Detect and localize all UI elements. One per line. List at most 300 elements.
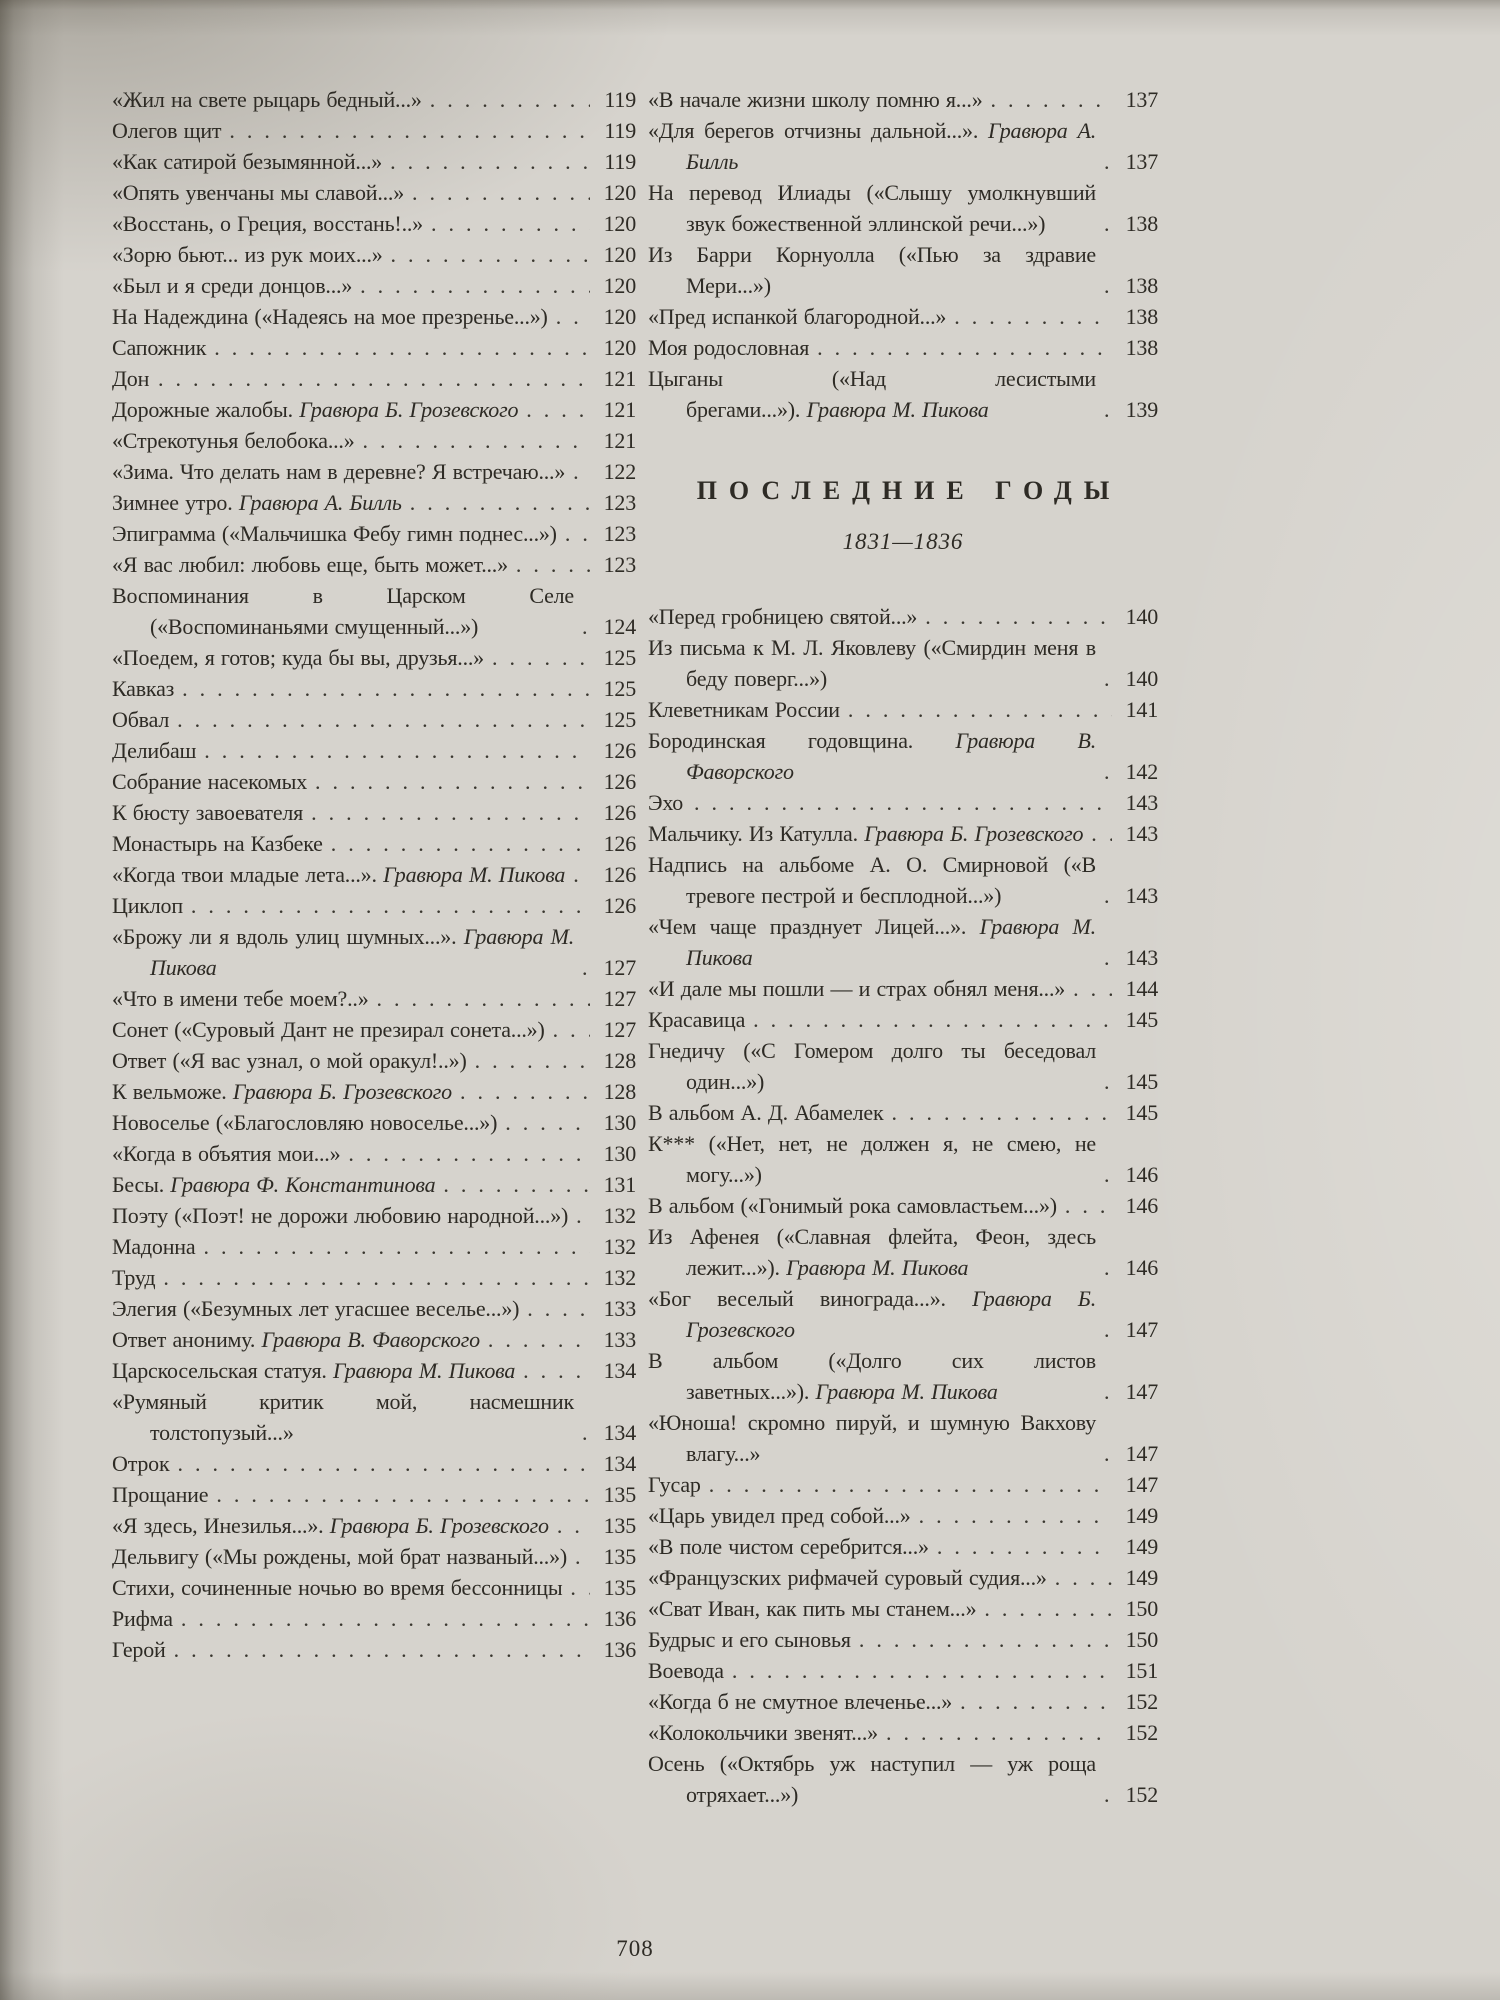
toc-entry [648, 1593, 1158, 1624]
toc-entry-title-text: Ответ анониму. [112, 1327, 256, 1352]
toc-entry [648, 1624, 1158, 1655]
dot-leader [582, 1417, 590, 1448]
toc-entry-title [648, 1531, 929, 1562]
engraving-credit: Гравюра М. Пикова [150, 924, 574, 980]
toc-entry [112, 363, 636, 394]
toc-entry-title [112, 363, 150, 394]
toc-entry-title-text: «В поле чистом серебрится...» [648, 1534, 929, 1559]
toc-entry-title [648, 1283, 1096, 1345]
toc-entry-title [648, 239, 1096, 301]
toc-entry-title-text: Эпиграмма («Мальчишка Фебу гимн поднес...») [112, 521, 557, 546]
engraving-credit: Гравюра М. Пикова [326, 1358, 516, 1383]
toc-entry [648, 1500, 1158, 1531]
dot-leader [573, 859, 590, 890]
toc-entries-left [112, 84, 636, 1665]
toc-entry-title [648, 632, 1096, 694]
toc-entry-title [112, 797, 303, 828]
dot-leader [886, 1717, 1112, 1748]
toc-entry-page-number: 149 [1125, 1534, 1158, 1559]
toc-entry-title-text: Воспоминания в Царском Селе («Воспоминаньями смущенный...») [112, 583, 574, 639]
dot-leader [174, 1634, 590, 1665]
toc-entry-title-text: Герой [112, 1637, 166, 1662]
toc-entry [112, 1386, 636, 1448]
toc-entry-page-number: 143 [1125, 790, 1158, 815]
toc-entry-page-number: 127 [603, 955, 636, 980]
dot-leader [557, 1510, 590, 1541]
toc-entry-title [112, 518, 557, 549]
toc-entry-title [648, 1748, 1096, 1810]
toc-entry [112, 1510, 636, 1541]
toc-entry-title [112, 208, 423, 239]
toc-entry-title-text: «Брожу ли я вдоль улиц шумных...». [112, 924, 457, 949]
toc-entry [112, 270, 636, 301]
toc-entry-page-number: 150 [1125, 1627, 1158, 1652]
dot-leader [1104, 1438, 1112, 1469]
dot-leader [412, 177, 590, 208]
toc-entry-title [112, 1386, 574, 1448]
toc-entry-title [112, 1293, 519, 1324]
toc-entry-title-text: Дон [112, 366, 150, 391]
toc-entry-title-text: Надпись на альбоме А. О. Смирновой («В тревоге пестрой и бесплодной...») [648, 852, 1096, 908]
toc-entry-page-number: 120 [603, 304, 636, 329]
toc-entry-title-text: Труд [112, 1265, 156, 1290]
toc-entry-title-text: «Восстань, о Греция, восстань!..» [112, 211, 423, 236]
dot-leader [1104, 1314, 1112, 1345]
toc-entry-title-text: «Поедем, я готов; куда бы вы, друзья...» [112, 645, 484, 670]
toc-entry-page-number: 125 [603, 676, 636, 701]
toc-entry-title [112, 704, 169, 735]
dot-leader [363, 425, 590, 456]
dot-leader [177, 1448, 590, 1479]
toc-entry-page-number: 146 [1125, 1255, 1158, 1280]
toc-entry [112, 1231, 636, 1262]
toc-entry-title-text: К*** («Нет, нет, не должен я, не смею, не могу...») [648, 1131, 1096, 1187]
toc-entry [112, 332, 636, 363]
toc-entry-title-text: Эхо [648, 790, 684, 815]
dot-leader [315, 766, 590, 797]
toc-entry [112, 890, 636, 921]
dot-leader [203, 1231, 590, 1262]
dot-leader [1104, 1376, 1112, 1407]
toc-entry-page-number: 141 [1125, 697, 1158, 722]
toc-entry-title-text: Из письма к М. Л. Яковлеву («Смирдин меня в беду поверг...») [648, 635, 1096, 691]
toc-entry-title [112, 1231, 195, 1262]
toc-entry-title [112, 1262, 155, 1293]
toc-entry-page-number: 125 [603, 645, 636, 670]
toc-entry-page-number: 119 [604, 87, 636, 112]
toc-entry-page-number: 152 [1125, 1782, 1158, 1807]
toc-entry-page-number: 143 [1125, 883, 1158, 908]
toc-entry-title [648, 787, 686, 818]
toc-entry-title [112, 1045, 467, 1076]
dot-leader [925, 601, 1112, 632]
toc-entry [648, 911, 1158, 973]
toc-entry-title-text: На Надеждина («Надеясь на мое презренье...») [112, 304, 548, 329]
toc-entry-title [648, 363, 1096, 425]
toc-entry [648, 115, 1158, 177]
toc-entry [112, 394, 636, 425]
toc-entry-title [648, 1500, 911, 1531]
toc-entry [648, 694, 1158, 725]
toc-entry-page-number: 126 [603, 862, 636, 887]
toc-entry-title-text: «Сват Иван, как пить мы станем...» [648, 1596, 977, 1621]
toc-entry-title [648, 332, 809, 363]
toc-entry-page-number: 150 [1125, 1596, 1158, 1621]
engraving-credit: Гравюра Б. Грозевского [857, 821, 1084, 846]
toc-entry-title-text: Олегов щит [112, 118, 222, 143]
toc-entry [648, 1128, 1158, 1190]
toc-entry [648, 787, 1158, 818]
toc-entry-title-text: В альбом («Долго сих листов заветных...»). [648, 1348, 1096, 1404]
toc-entry-title [112, 766, 307, 797]
toc-entry [112, 1634, 636, 1665]
dot-leader [848, 694, 1112, 725]
toc-entry-title-text: «Бог веселый винограда...». [648, 1286, 946, 1311]
toc-entry [648, 1748, 1158, 1810]
toc-entry-title-text: «Зима. Что делать нам в деревне? Я встречаю...» [112, 459, 566, 484]
dot-leader [516, 549, 590, 580]
toc-entry [112, 921, 636, 983]
toc-entry [112, 84, 636, 115]
toc-entry-title-text: Моя родословная [648, 335, 810, 360]
toc-entry-page-number: 147 [1125, 1379, 1158, 1404]
toc-entry-title-text: Из Барри Корнуолла («Пью за здравие Мери...») [648, 242, 1096, 298]
engraving-credit: Гравюра Б. Грозевского [323, 1513, 549, 1538]
dot-leader [527, 1293, 590, 1324]
toc-entry-title [112, 1076, 452, 1107]
toc-entry [112, 487, 636, 518]
toc-entry-page-number: 120 [603, 273, 636, 298]
toc-entry-title-text: «Зорю бьют... из рук моих...» [112, 242, 383, 267]
toc-entry-title [648, 1593, 976, 1624]
toc-entry-title-text: «В начале жизни школу помню я...» [648, 87, 983, 112]
toc-entry-title [112, 983, 369, 1014]
dot-leader [204, 735, 590, 766]
dot-leader [443, 1169, 590, 1200]
toc-entry-title-text: Из Афенея («Славная флейта, Феон, здесь лежит...»). [648, 1224, 1096, 1280]
toc-entry [112, 642, 636, 673]
toc-entry-title [648, 1562, 1047, 1593]
engraving-credit: Гравюра Б. Грозевского [226, 1079, 452, 1104]
dot-leader [523, 1355, 590, 1386]
toc-entry [648, 84, 1158, 115]
toc-entry-title-text: «Юноша! скромно пируй, и шумную Вакхову влагу...» [648, 1410, 1096, 1466]
toc-entry-title [648, 1655, 724, 1686]
dot-leader [553, 1014, 590, 1045]
toc-entry [648, 1531, 1158, 1562]
toc-entry-title-text: Красавица [648, 1007, 746, 1032]
dot-leader [709, 1469, 1112, 1500]
toc-entry [112, 518, 636, 549]
toc-entry-page-number: 126 [603, 738, 636, 763]
toc-entry-page-number: 126 [603, 893, 636, 918]
toc-entry-title-text: «Когда в объятия мои...» [112, 1141, 341, 1166]
toc-entry [112, 1448, 636, 1479]
toc-entry-title-text: Будрыс и его сыновья [648, 1627, 851, 1652]
toc-entry [112, 208, 636, 239]
dot-leader [573, 456, 590, 487]
toc-entry [112, 1138, 636, 1169]
engraving-credit: Гравюра Б. Грозевского [292, 397, 519, 422]
toc-entry-page-number: 126 [603, 800, 636, 825]
dot-leader [732, 1655, 1112, 1686]
dot-leader [694, 787, 1112, 818]
toc-entry-title-text: Собрание насекомых [112, 769, 308, 794]
toc-entry-title [648, 1190, 1057, 1221]
toc-entry-page-number: 137 [1125, 149, 1158, 174]
dot-leader [1065, 1190, 1112, 1221]
dot-leader [919, 1500, 1112, 1531]
toc-entry-page-number: 128 [603, 1048, 636, 1073]
toc-entry [648, 1221, 1158, 1283]
dot-leader [954, 301, 1112, 332]
toc-entry-title [112, 921, 574, 983]
toc-entry-page-number: 140 [1125, 666, 1158, 691]
toc-entry [112, 735, 636, 766]
toc-entry-title-text: «Когда твои младые лета...». [112, 862, 377, 887]
toc-entry-title-text: Стихи, сочиненные ночью во время бессонницы [112, 1575, 563, 1600]
toc-entry-page-number: 132 [603, 1265, 636, 1290]
toc-entry-title-text: Рифма [112, 1606, 173, 1631]
toc-entry-page-number: 138 [1125, 273, 1158, 298]
toc-entry [648, 849, 1158, 911]
dot-leader [1104, 1252, 1112, 1283]
toc-entry [112, 1479, 636, 1510]
dot-leader [565, 518, 590, 549]
toc-entry-page-number: 126 [603, 769, 636, 794]
toc-entry-page-number: 123 [603, 521, 636, 546]
toc-entry-page-number: 142 [1125, 759, 1158, 784]
toc-entry [648, 1407, 1158, 1469]
toc-entries-right-top [648, 84, 1158, 425]
engraving-credit: Гравюра Б. Грозевского [686, 1286, 1096, 1342]
toc-entry-title [648, 1345, 1096, 1407]
dot-leader [229, 115, 590, 146]
dot-leader [505, 1107, 590, 1138]
toc-entry-title-text: Осень («Октябрь уж наступил — уж роща отряхает...») [648, 1751, 1096, 1807]
toc-entry-page-number: 122 [603, 459, 636, 484]
toc-entry-title-text: «Стрекотунья белобока...» [112, 428, 355, 453]
dot-leader [1104, 880, 1112, 911]
toc-column-right [648, 84, 1158, 1810]
toc-entry-title-text: Отрок [112, 1451, 170, 1476]
toc-entry-title [112, 425, 355, 456]
toc-entry-page-number: 139 [1125, 397, 1158, 422]
dot-leader [891, 1097, 1112, 1128]
dot-leader [1104, 1159, 1112, 1190]
toc-entry-title-text: «Чем чаще празднует Лицей...». [648, 914, 967, 939]
engraving-credit: Гравюра М. Пикова [809, 1379, 998, 1404]
toc-entry-page-number: 119 [604, 149, 636, 174]
toc-entry-title [648, 177, 1096, 239]
toc-entry-title [112, 1479, 208, 1510]
toc-entry [112, 828, 636, 859]
dot-leader [460, 1076, 590, 1107]
toc-entry-title [648, 1686, 952, 1717]
dot-leader [526, 394, 590, 425]
toc-entry-title [648, 725, 1096, 787]
dot-leader [582, 952, 590, 983]
toc-entry-title-text: Царскосельская статуя. [112, 1358, 327, 1383]
toc-entry-title-text: Сапожник [112, 335, 207, 360]
toc-entry-page-number: 121 [603, 428, 636, 453]
toc-entry-page-number: 135 [603, 1575, 636, 1600]
toc-entry [112, 983, 636, 1014]
toc-entry-page-number: 121 [603, 397, 636, 422]
toc-entry [112, 673, 636, 704]
toc-entry-page-number: 120 [603, 335, 636, 360]
toc-entry-title [112, 1355, 515, 1386]
toc-entry-title-text: Делибаш [112, 738, 197, 763]
toc-entry-title-text: Воевода [648, 1658, 724, 1683]
dot-leader [348, 1138, 590, 1169]
toc-entry-title-text: «Был и я среди донцов...» [112, 273, 353, 298]
toc-entry [648, 1345, 1158, 1407]
toc-entry-page-number: 134 [603, 1451, 636, 1476]
toc-entry [648, 1686, 1158, 1717]
dot-leader [1104, 663, 1112, 694]
dot-leader [431, 208, 590, 239]
toc-entry [648, 632, 1158, 694]
toc-entry-title-text: Дорожные жалобы. [112, 397, 293, 422]
page-folio: 708 [616, 1936, 654, 1961]
toc-entry-title [112, 177, 404, 208]
toc-entry-page-number: 137 [1125, 87, 1158, 112]
toc-entry [648, 1283, 1158, 1345]
toc-entry-page-number: 149 [1125, 1565, 1158, 1590]
toc-entry-title [648, 1717, 878, 1748]
toc-entry-page-number: 134 [603, 1420, 636, 1445]
toc-entry-title [112, 394, 518, 425]
toc-entry [112, 1107, 636, 1138]
toc-entry-title-text: На перевод Илиады («Слышу умолкнувший звук божественной эллинской речи...») [648, 180, 1096, 236]
toc-entry-title-text: «Колокольчики звенят...» [648, 1720, 878, 1745]
toc-entry-page-number: 126 [603, 831, 636, 856]
toc-entry [648, 1004, 1158, 1035]
toc-entry-page-number: 130 [603, 1110, 636, 1135]
toc-entry-title-text: В альбом («Гонимый рока самовластьем...») [648, 1193, 1057, 1218]
toc-entry-page-number: 123 [603, 490, 636, 515]
toc-entry-page-number: 123 [603, 552, 636, 577]
dot-leader [181, 1603, 590, 1634]
toc-entry-title [648, 1035, 1096, 1097]
toc-entry-title [112, 1107, 497, 1138]
toc-entry-title [112, 456, 565, 487]
engraving-credit: Гравюра А. Билль [686, 118, 1097, 174]
toc-entry-title [112, 332, 206, 363]
toc-entry-title-text: Элегия («Безумных лет угасшее веселье...») [112, 1296, 520, 1321]
toc-entry-page-number: 131 [603, 1172, 636, 1197]
toc-entry [648, 1655, 1158, 1686]
toc-entry-page-number: 130 [603, 1141, 636, 1166]
toc-entry-title [112, 549, 508, 580]
toc-entry-title [112, 84, 422, 115]
toc-entry-title [112, 890, 183, 921]
toc-entry-title [648, 694, 840, 725]
toc-entry-title-text: Цыганы («Над лесистыми брегами...»). [648, 366, 1096, 422]
dot-leader [984, 1593, 1112, 1624]
toc-entry-title [112, 1169, 435, 1200]
toc-entry [112, 1076, 636, 1107]
toc-entry [648, 239, 1158, 301]
toc-entry-page-number: 120 [603, 242, 636, 267]
toc-entry-title-text: Поэту («Поэт! не дорожи любовию народной...») [112, 1203, 569, 1228]
toc-entry-page-number: 127 [603, 986, 636, 1011]
toc-entry-page-number: 132 [603, 1234, 636, 1259]
toc-entry-title-text: Новоселье («Благословляю новоселье...») [112, 1110, 498, 1135]
toc-entry-title-text: Ответ («Я вас узнал, о мой оракул!..») [112, 1048, 467, 1073]
toc-entry [648, 973, 1158, 1004]
toc-entry-title [648, 115, 1096, 177]
toc-entry-title-text: Циклоп [112, 893, 183, 918]
toc-entry-page-number: 119 [604, 118, 636, 143]
toc-entry [112, 239, 636, 270]
toc-entry-page-number: 144 [1125, 976, 1158, 1001]
toc-entry [112, 1169, 636, 1200]
dot-leader [817, 332, 1112, 363]
toc-entry-title [112, 1510, 549, 1541]
toc-entry-title-text: «Румяный критик мой, насмешник толстопузый...» [112, 1389, 574, 1445]
toc-entry [112, 115, 636, 146]
toc-entry [648, 1562, 1158, 1593]
engraving-credit: Гравюра М. Пикова [376, 862, 566, 887]
toc-entry-title-text: Гнедичу («С Гомером долго ты беседовал один...») [648, 1038, 1096, 1094]
toc-entry-title-text: «Как сатирой безымянной...» [112, 149, 383, 174]
dot-leader [377, 983, 590, 1014]
toc-entry [112, 456, 636, 487]
section-years: 1831—1836 [842, 529, 964, 554]
toc-entry [112, 1572, 636, 1603]
toc-entry-title [648, 301, 946, 332]
toc-entry [112, 1603, 636, 1634]
toc-entry [648, 725, 1158, 787]
dot-leader [331, 828, 590, 859]
toc-entry-title [112, 1324, 480, 1355]
toc-entry-title [112, 1138, 340, 1169]
toc-entry-title [648, 1097, 883, 1128]
toc-entry-page-number: 149 [1125, 1503, 1158, 1528]
engraving-credit: Гравюра Ф. Константинова [164, 1172, 436, 1197]
toc-entry-page-number: 128 [603, 1079, 636, 1104]
toc-entry-title-text: Зимнее утро. [112, 490, 233, 515]
toc-entry-title [112, 1014, 545, 1045]
toc-entry-title [112, 1200, 568, 1231]
toc-entry-page-number: 145 [1125, 1069, 1158, 1094]
toc-entry-title [648, 1221, 1096, 1283]
toc-entry-title [112, 239, 383, 270]
engraving-credit: Гравюра М. Пикова [800, 397, 989, 422]
engraving-credit: Гравюра М. Пикова [779, 1255, 969, 1280]
toc-entry [112, 704, 636, 735]
engraving-credit: Гравюра В. Фаворского [255, 1327, 480, 1352]
toc-entry-title-text: Мадонна [112, 1234, 196, 1259]
dot-leader [430, 84, 590, 115]
toc-entry [112, 1014, 636, 1045]
dot-leader [753, 1004, 1112, 1035]
toc-entry-title-text: «Опять увенчаны мы славой...» [112, 180, 405, 205]
toc-entry-title-text: «Французских рифмачей суровый судия...» [648, 1565, 1047, 1590]
toc-entry-title-text: «Жил на свете рыцарь бедный...» [112, 87, 422, 112]
toc-entry-title [112, 580, 574, 642]
toc-entry-title-text: «Для берегов отчизны дальной...». [648, 118, 979, 143]
toc-entry-title-text: К вельможе. [112, 1079, 227, 1104]
toc-entry-page-number: 146 [1125, 1193, 1158, 1218]
toc-entry-page-number: 152 [1125, 1689, 1158, 1714]
toc-entry-page-number: 136 [603, 1606, 636, 1631]
toc-entry [112, 1324, 636, 1355]
toc-entry-title [648, 849, 1096, 911]
toc-entry [112, 859, 636, 890]
